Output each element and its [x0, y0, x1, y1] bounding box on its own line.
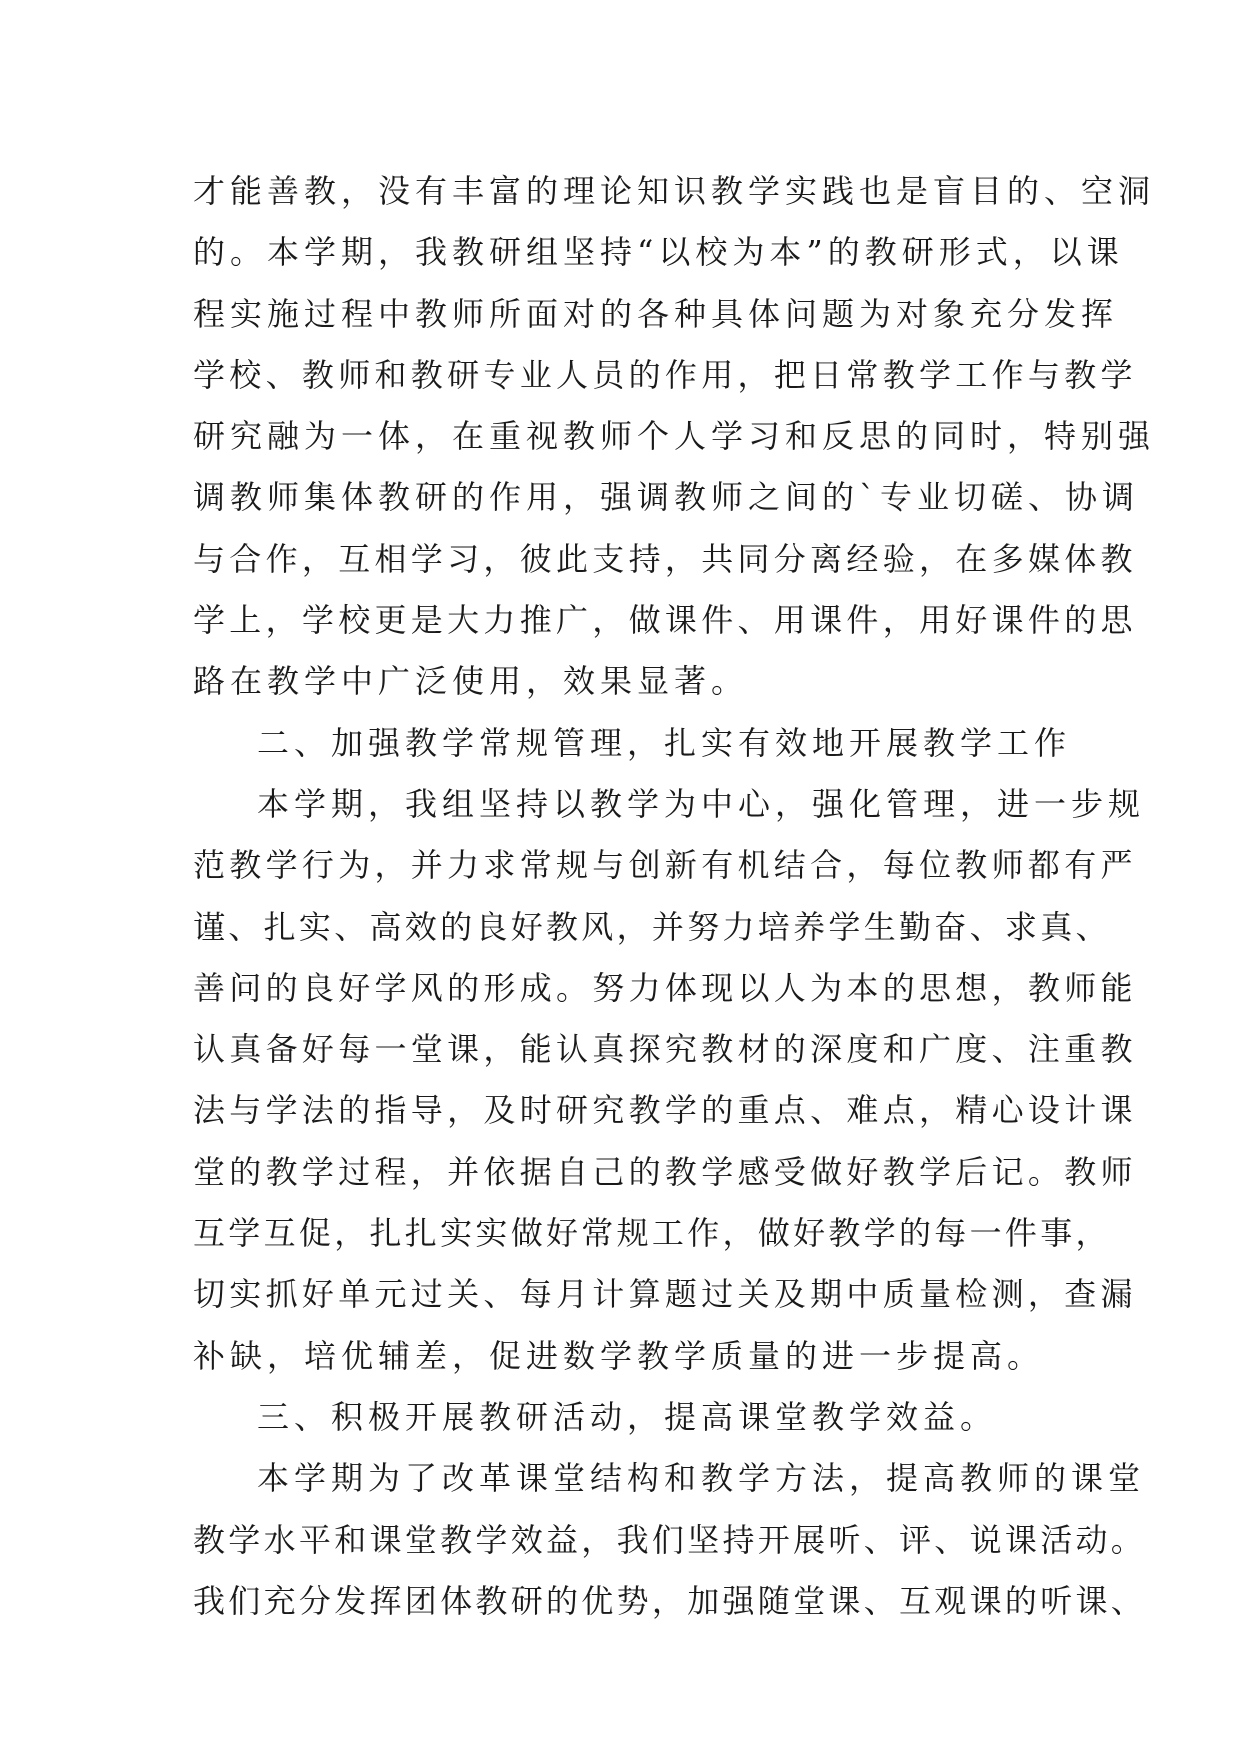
text-line: 本学期，我组坚持以教学为中心，强化管理，进一步规	[257, 784, 1146, 823]
text-line: 调教师集体教研的作用，强调教师之间的`专业切磋、协调	[193, 478, 1140, 517]
text-line: 谨、扎实、高效的良好教风，并努力培养学生勤奋、求真、	[193, 907, 1111, 946]
section-heading: 三、积极开展教研活动，提高课堂教学效益。	[257, 1397, 998, 1436]
text-line: 善问的良好学风的形成。努力体现以人为本的思想，教师能	[193, 968, 1137, 1007]
section-heading: 二、加强教学常规管理，扎实有效地开展教学工作	[257, 723, 1072, 762]
text-line: 路在教学中广泛使用，效果显著。	[193, 662, 749, 701]
text-line: 学校、教师和教研专业人员的作用，把日常教学工作与教学	[193, 355, 1137, 394]
text-line: 本学期为了改革课堂结构和教学方法，提高教师的课堂	[257, 1459, 1146, 1498]
text-line: 互学互促，扎扎实实做好常规工作，做好教学的每一件事，	[193, 1214, 1111, 1253]
text-line: 补缺，培优辅差，促进数学教学质量的进一步提高。	[193, 1336, 1045, 1375]
text-line: 的。本学期，我教研组坚持“以校为本”的教研形式，以课	[193, 233, 1124, 272]
document-body	[193, 161, 1156, 1632]
text-line: 我们充分发挥团体教研的优势，加强随堂课、互观课的听课、	[193, 1581, 1147, 1620]
text-line: 范教学行为，并力求常规与创新有机结合，每位教师都有严	[193, 846, 1137, 885]
text-line: 认真备好每一堂课，能认真探究教材的深度和广度、注重教	[193, 1030, 1137, 1069]
text-line: 才能善教，没有丰富的理论知识教学实践也是盲目的、空洞	[193, 172, 1156, 210]
text-line: 学上，学校更是大力推广，做课件、用课件，用好课件的思	[193, 601, 1137, 640]
text-line: 研究融为一体，在重视教师个人学习和反思的同时，特别强	[193, 417, 1156, 456]
text-line: 法与学法的指导，及时研究教学的重点、难点，精心设计课	[193, 1091, 1137, 1130]
text-line: 堂的教学过程，并依据自己的教学感受做好教学后记。教师	[193, 1152, 1137, 1191]
text-line: 教学水平和课堂教学效益，我们坚持开展听、评、说课活动。	[193, 1520, 1147, 1559]
text-line: 与合作，互相学习，彼此支持，共同分离经验，在多媒体教	[193, 539, 1137, 578]
text-line: 切实抓好单元过关、每月计算题过关及期中质量检测，查漏	[193, 1275, 1137, 1314]
text-line: 程实施过程中教师所面对的各种具体问题为对象充分发挥	[193, 294, 1119, 333]
